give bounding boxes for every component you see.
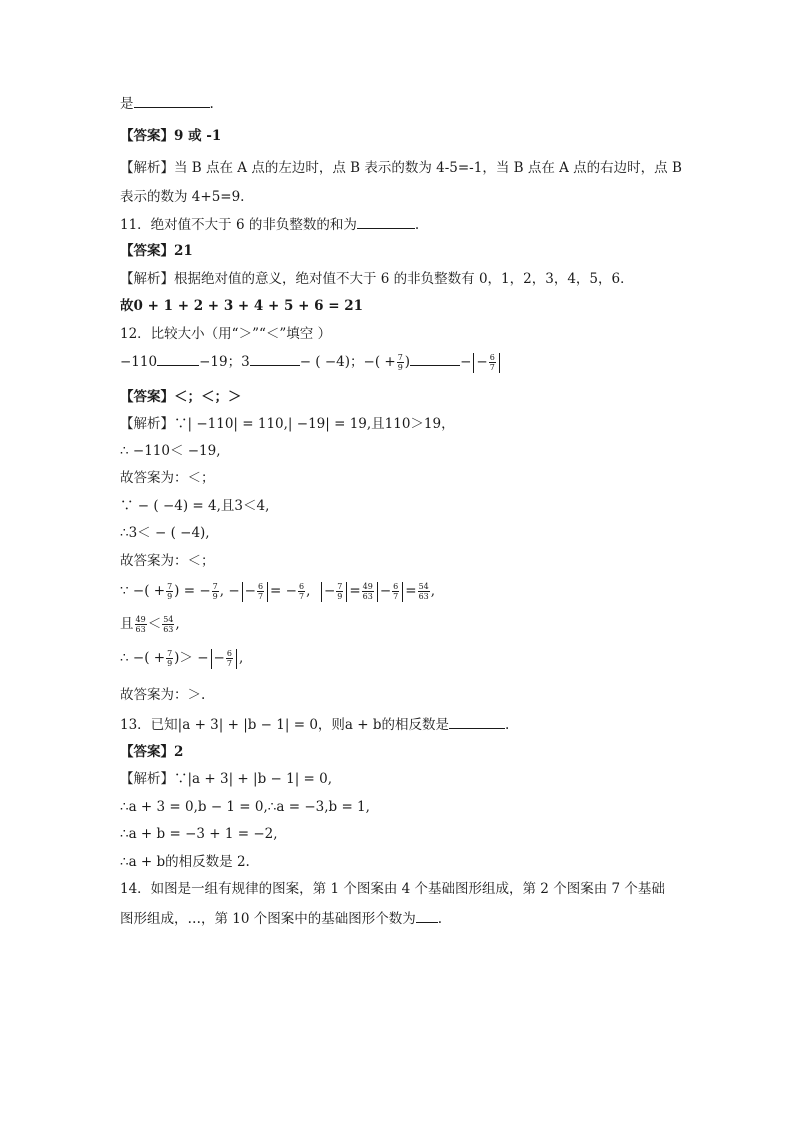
fraction (212, 582, 219, 601)
analysis-12-line6 (120, 551, 215, 571)
fraction (226, 649, 233, 668)
text: 【答案】2 (120, 744, 184, 760)
numerator: 49 (135, 615, 146, 624)
abs-bar (242, 582, 243, 602)
denominator: 7 (257, 592, 264, 601)
answer-13 (120, 742, 183, 762)
text: ∵ −( + (120, 583, 166, 599)
numerator: 7 (397, 353, 403, 362)
fraction (166, 582, 173, 601)
text: . (414, 217, 420, 233)
fraction (397, 353, 404, 372)
text: 14．如图是一组有规律的图案，第 1 个图案由 4 个基础图形组成，第 2 个图案由 7 个基础 (120, 881, 665, 897)
text: 故答案为：＜； (120, 470, 215, 486)
denominator: 9 (397, 363, 403, 372)
fraction (392, 582, 399, 601)
analysis-13-line3 (120, 824, 278, 844)
text: 故答案为：＞. (120, 687, 206, 703)
text: 表示的数为 4+5=9. (120, 189, 245, 205)
analysis-13-line4 (120, 852, 250, 872)
abs-bar (321, 582, 322, 602)
denominator: 63 (163, 625, 174, 634)
text: − ( −4)；−( + (299, 354, 396, 370)
text: − (476, 354, 488, 370)
denominator: 63 (135, 625, 146, 634)
line-blank-end (120, 93, 214, 114)
analysis-13-line2 (120, 797, 370, 817)
numerator: 54 (418, 582, 429, 591)
abs-bar (473, 353, 474, 373)
text: = (349, 583, 361, 599)
text: , (175, 616, 180, 632)
question-11 (120, 214, 419, 235)
analysis-12-line7 (120, 581, 435, 602)
fraction (489, 353, 496, 372)
denominator: 9 (167, 592, 173, 601)
text: 13．已知|a + 3| + |b − 1| = 0，则a + b的相反数是 (120, 717, 449, 733)
answer-blank[interactable] (250, 351, 300, 366)
abs-bar (402, 582, 403, 602)
text: ∴3＜ − ( −4), (120, 525, 210, 541)
text: 【解析】根据绝对值的意义，绝对值不大于 6 的非负整数有 0，1，2，3，4，5，6． (120, 271, 634, 287)
analysis-12-line9 (120, 648, 243, 669)
text: 11．绝对值不大于 6 的非负整数的和为 (120, 217, 357, 233)
denominator: 9 (167, 659, 173, 668)
question-12-expressions (120, 351, 502, 373)
answer-blank[interactable] (449, 714, 505, 729)
abs-bar (267, 582, 268, 602)
numerator: 6 (257, 582, 264, 591)
fraction (166, 649, 173, 668)
numerator: 7 (337, 582, 343, 591)
answer-blank[interactable] (410, 351, 460, 366)
text: 【解析】当 B 点在 A 点的左边时，点 B 表示的数为 4-5=-1，当 B 点在 A 点的右边时，点 B (120, 160, 682, 176)
answer-10 (120, 126, 221, 146)
analysis-12-line10 (120, 685, 205, 705)
text: 12．比较大小（用“＞”“＜”填空 ） (120, 326, 332, 342)
denominator: 63 (418, 592, 429, 601)
text: ∴ −( + (120, 650, 166, 666)
analysis-10-line1 (120, 158, 682, 178)
question-13 (120, 714, 509, 735)
question-12 (120, 324, 331, 344)
text: , (238, 650, 244, 666)
text: ∴a + 3 = 0,b − 1 = 0,∴a = −3,b = 1, (120, 799, 370, 815)
text: = − (270, 583, 297, 599)
text: 【答案】21 (120, 243, 193, 259)
text: − (379, 583, 392, 599)
numerator: 7 (212, 582, 218, 591)
fraction (135, 615, 147, 634)
fraction (418, 582, 430, 601)
denominator: 7 (226, 659, 232, 668)
analysis-10-line2 (120, 187, 244, 207)
text: ∴ −110＜ −19, (120, 443, 221, 459)
analysis-12-line5 (120, 523, 210, 543)
numerator: 6 (226, 649, 232, 658)
analysis-12-line2 (120, 441, 221, 461)
numerator: 7 (167, 649, 173, 658)
analysis-12-line4 (120, 496, 269, 516)
text: . (209, 96, 214, 112)
answer-blank[interactable] (357, 214, 415, 229)
text: 【解析】∵| −110| = 110,| −19| = 19,且110＞19， (120, 416, 455, 432)
abs-bar (211, 649, 212, 669)
numerator: 49 (362, 582, 373, 591)
fraction (257, 582, 264, 601)
text: ) = − (174, 583, 211, 599)
analysis-12-line3 (120, 468, 215, 488)
text: 是 (120, 96, 134, 112)
numerator: 6 (489, 353, 495, 362)
abs-bar (499, 353, 500, 373)
text: − (323, 583, 336, 599)
abs-bar (236, 649, 237, 669)
fraction (162, 615, 174, 634)
text: )＞ − (174, 650, 209, 666)
answer-blank[interactable] (416, 908, 438, 923)
analysis-11-line2 (120, 296, 363, 316)
text: , − (219, 583, 240, 599)
text: − (213, 650, 225, 666)
numerator: 7 (167, 582, 173, 591)
text: . (437, 911, 443, 927)
text: − (460, 354, 472, 370)
analysis-12-line8 (120, 614, 180, 634)
text: 故0 + 1 + 2 + 3 + 4 + 5 + 6 = 21 (120, 298, 364, 314)
analysis-13-line1 (120, 769, 332, 789)
denominator: 7 (489, 363, 495, 372)
text: , (430, 583, 436, 599)
analysis-12-line1 (120, 414, 455, 434)
answer-12 (120, 387, 242, 407)
fraction (336, 582, 343, 601)
answer-blank[interactable] (134, 93, 210, 108)
text: ∴a + b = −3 + 1 = −2, (120, 826, 278, 842)
text: ＜ (147, 616, 162, 632)
text: 且 (120, 616, 134, 632)
text: ∴a + b的相反数是 2. (120, 854, 250, 870)
text: 【答案】＜；＜；＞ (120, 389, 242, 405)
text: , (306, 583, 311, 599)
numerator: 54 (163, 615, 174, 624)
denominator: 7 (298, 592, 305, 601)
text: ∵ − ( −4) = 4,且3＜4, (120, 498, 270, 514)
answer-blank[interactable] (157, 351, 199, 366)
fraction (362, 582, 374, 601)
question-14-line1 (120, 879, 665, 899)
text: −19；3 (199, 354, 250, 370)
text: − (244, 583, 256, 599)
denominator: 63 (362, 592, 373, 601)
text: . (505, 717, 510, 733)
text: 图形组成，…，第 10 个图案中的基础图形个数为 (120, 911, 416, 927)
text: = (405, 583, 417, 599)
fraction (298, 582, 305, 601)
text: 【答案】9 或 -1 (120, 128, 222, 144)
numerator: 6 (298, 582, 305, 591)
numerator: 6 (393, 582, 399, 591)
text: 【解析】∵|a + 3| + |b − 1| = 0, (120, 771, 333, 787)
text: 故答案为：＜； (120, 553, 215, 569)
denominator: 9 (337, 592, 343, 601)
text: ) (404, 354, 411, 370)
analysis-11-line1 (120, 269, 634, 289)
denominator: 7 (393, 592, 399, 601)
denominator: 9 (212, 592, 218, 601)
answer-11 (120, 241, 193, 261)
text: −110 (120, 354, 158, 370)
abs-bar (377, 582, 378, 602)
question-14-line2 (120, 908, 442, 929)
abs-bar (346, 582, 347, 602)
